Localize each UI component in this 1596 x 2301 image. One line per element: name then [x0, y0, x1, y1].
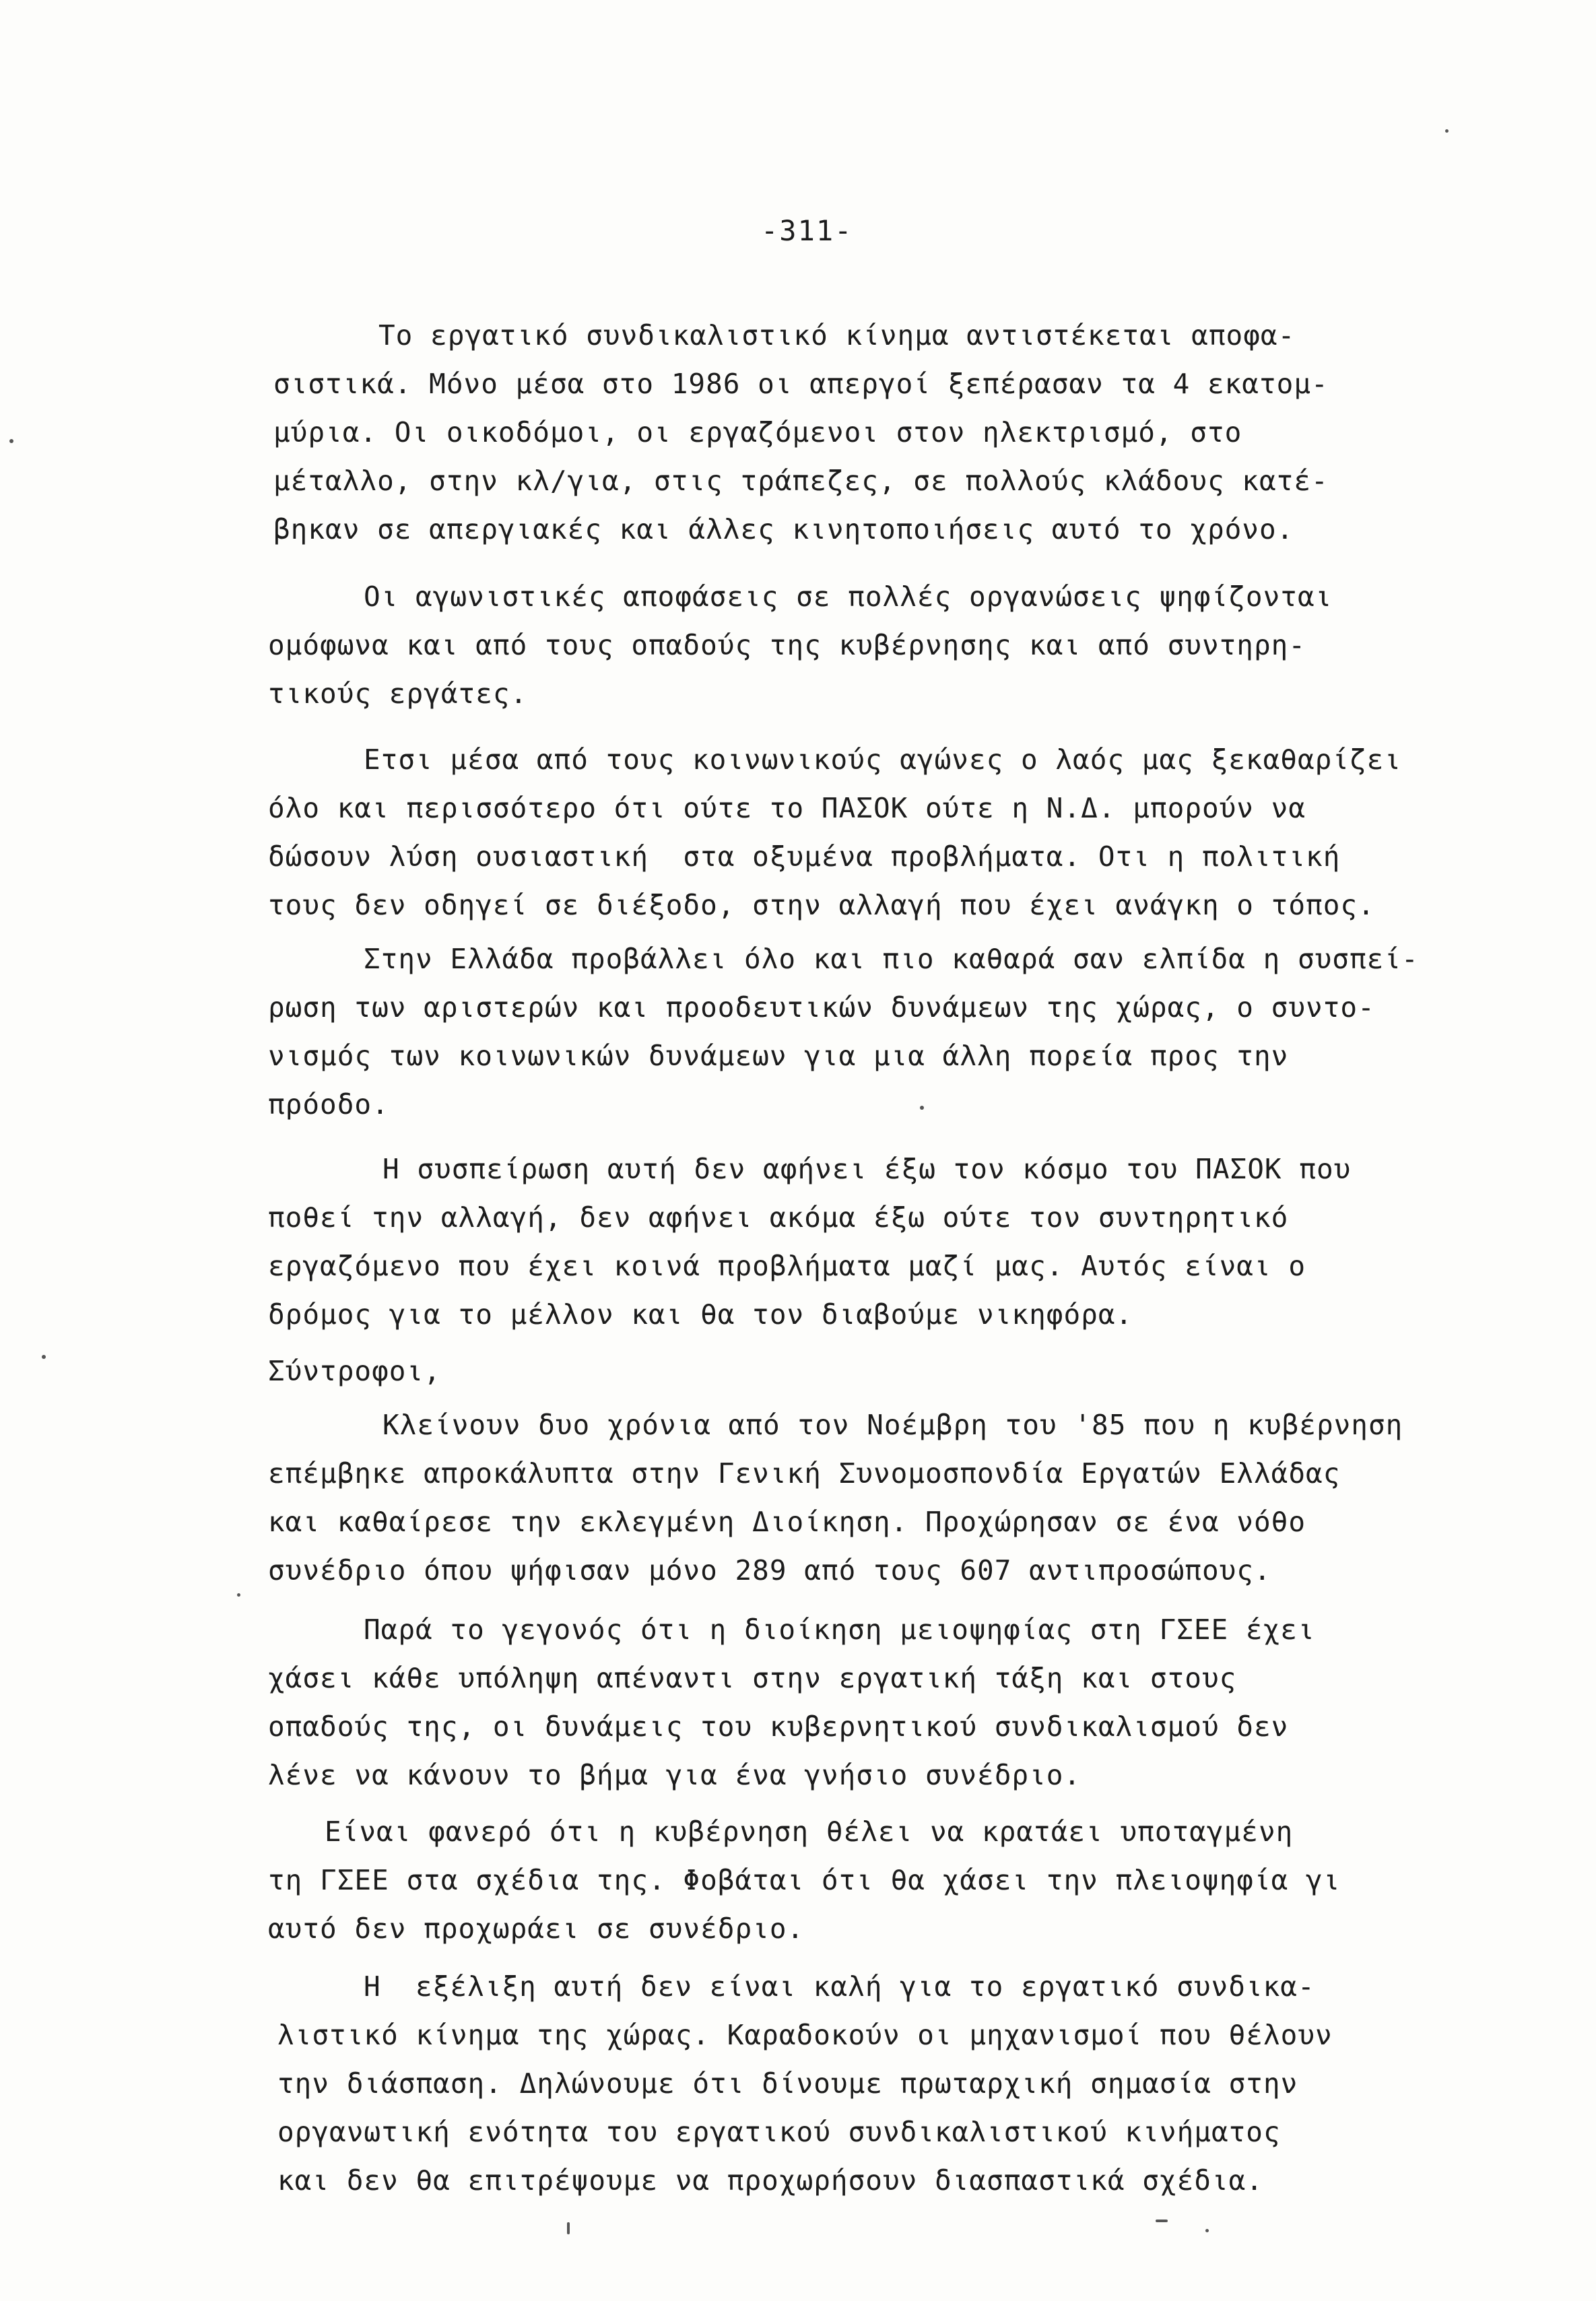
scan-speck: [920, 1106, 924, 1110]
text-line: Είναι φανερό ότι η κυβέρνηση θέλει να κρατάει υποταγμένη: [325, 1815, 1294, 1848]
text-line: Το εργατικό συνδικαλιστικό κίνημα αντιστέκεται αποφα-: [378, 319, 1296, 352]
text-line: Παρά το γεγονός ότι η διοίκηση μειοψηφίας στη ΓΣΕΕ έχει: [364, 1613, 1315, 1646]
text-line: δώσουν λύση ουσιαστική στα οξυμένα προβλήματα. Οτι η πολιτική: [268, 840, 1341, 873]
scan-speck: [42, 1355, 46, 1359]
text-line: τη ΓΣΕΕ στα σχέδια της. Φοβάται ότι θα χάσει την πλειοψηφία γι: [268, 1864, 1341, 1896]
text-line: δρόμος για το μέλλον και θα τον διαβούμε νικηφόρα.: [268, 1298, 1133, 1331]
text-line: Η εξέλιξη αυτή δεν είναι καλή για το εργατικό συνδικα-: [364, 1970, 1315, 2003]
text-line: ομόφωνα και από τους οπαδούς της κυβέρνησης και από συντηρη-: [268, 629, 1306, 661]
text-line: μύρια. Οι οικοδόμοι, οι εργαζόμενοι στον ηλεκτρισμό, στο: [273, 416, 1242, 448]
text-line: συνέδριο όπου ψήφισαν μόνο 289 από τους 607 αντιπροσώπους.: [268, 1554, 1271, 1587]
text-line: τους δεν οδηγεί σε διέξοδο, στην αλλαγή που έχει ανάγκη ο τόπος.: [268, 889, 1375, 921]
scan-speck: [9, 439, 13, 443]
text-line: Η συσπείρωση αυτή δεν αφήνει έξω τον κόσμο του ΠΑΣΟΚ που: [383, 1153, 1352, 1185]
scan-speck: [567, 2222, 570, 2234]
text-line: και δεν θα επιτρέψουμε να προχωρήσουν διασπαστικά σχέδια.: [277, 2164, 1263, 2197]
text-line: την διάσπαση. Δηλώνουμε ότι δίνουμε πρωταρχική σημασία στην: [277, 2067, 1298, 2100]
text-line: πρόοδο.: [268, 1088, 389, 1121]
text-line: και καθαίρεσε την εκλεγμένη Διοίκηση. Προχώρησαν σε ένα νόθο: [268, 1506, 1306, 1538]
text-line: λένε να κάνουν το βήμα για ένα γνήσιο συνέδριο.: [268, 1759, 1082, 1791]
text-line: ποθεί την αλλαγή, δεν αφήνει ακόμα έξω ούτε τον συντηρητικό: [268, 1201, 1289, 1234]
text-line: Κλείνουν δυο χρόνια από τον Νοέμβρη του '85 που η κυβέρνηση: [383, 1409, 1403, 1441]
text-line: οπαδούς της, οι δυνάμεις του κυβερνητικού συνδικαλισμού δεν: [268, 1710, 1289, 1743]
text-line: Οι αγωνιστικές αποφάσεις σε πολλές οργανώσεις ψηφίζονται: [364, 580, 1333, 613]
text-line: τικούς εργάτες.: [268, 677, 528, 710]
text-line: λιστικό κίνημα της χώρας. Καραδοκούν οι μηχανισμοί που θέλουν: [277, 2019, 1333, 2051]
text-line: εργαζόμενο που έχει κοινά προβλήματα μαζί μας. Αυτός είναι ο: [268, 1250, 1306, 1282]
text-line: Στην Ελλάδα προβάλλει όλο και πιο καθαρά σαν ελπίδα η συσπεί-: [364, 943, 1419, 975]
text-line: σιστικά. Μόνο μέσα στο 1986 οι απεργοί ξεπέρασαν τα 4 εκατομ-: [273, 368, 1329, 400]
text-line: νισμός των κοινωνικών δυνάμεων για μια άλλη πορεία προς την: [268, 1040, 1289, 1072]
scan-speck: [1205, 2229, 1209, 2232]
text-line: Ετσι μέσα από τους κοινωνικούς αγώνες ο λαός μας ξεκαθαρίζει: [364, 743, 1402, 776]
text-line: μέταλλο, στην κλ/για, στις τράπεζες, σε πολλούς κλάδους κατέ-: [273, 465, 1329, 497]
text-line: ρωση των αριστερών και προοδευτικών δυνάμεων της χώρας, ο συντο-: [268, 991, 1375, 1024]
text-line: όλο και περισσότερο ότι ούτε το ΠΑΣΟΚ ούτε η Ν.Δ. μπορούν να: [268, 792, 1306, 824]
text-line: επέμβηκε απροκάλυπτα στην Γενική Συνομοσπονδία Εργατών Ελλάδας: [268, 1457, 1341, 1490]
text-line: χάσει κάθε υπόληψη απέναντι στην εργατική τάξη και στους: [268, 1662, 1237, 1694]
text-line: βηκαν σε απεργιακές και άλλες κινητοποιήσεις αυτό το χρόνο.: [273, 513, 1294, 545]
scan-speck: [1445, 129, 1449, 133]
scan-speck: [237, 1593, 240, 1597]
salutation: Σύντροφοι,: [268, 1355, 441, 1387]
text-line: οργανωτική ενότητα του εργατικού συνδικαλιστικού κινήματος: [277, 2116, 1281, 2148]
page-number: -311-: [761, 214, 853, 247]
text-line: αυτό δεν προχωράει σε συνέδριο.: [268, 1912, 805, 1945]
scan-speck: [1156, 2220, 1168, 2222]
